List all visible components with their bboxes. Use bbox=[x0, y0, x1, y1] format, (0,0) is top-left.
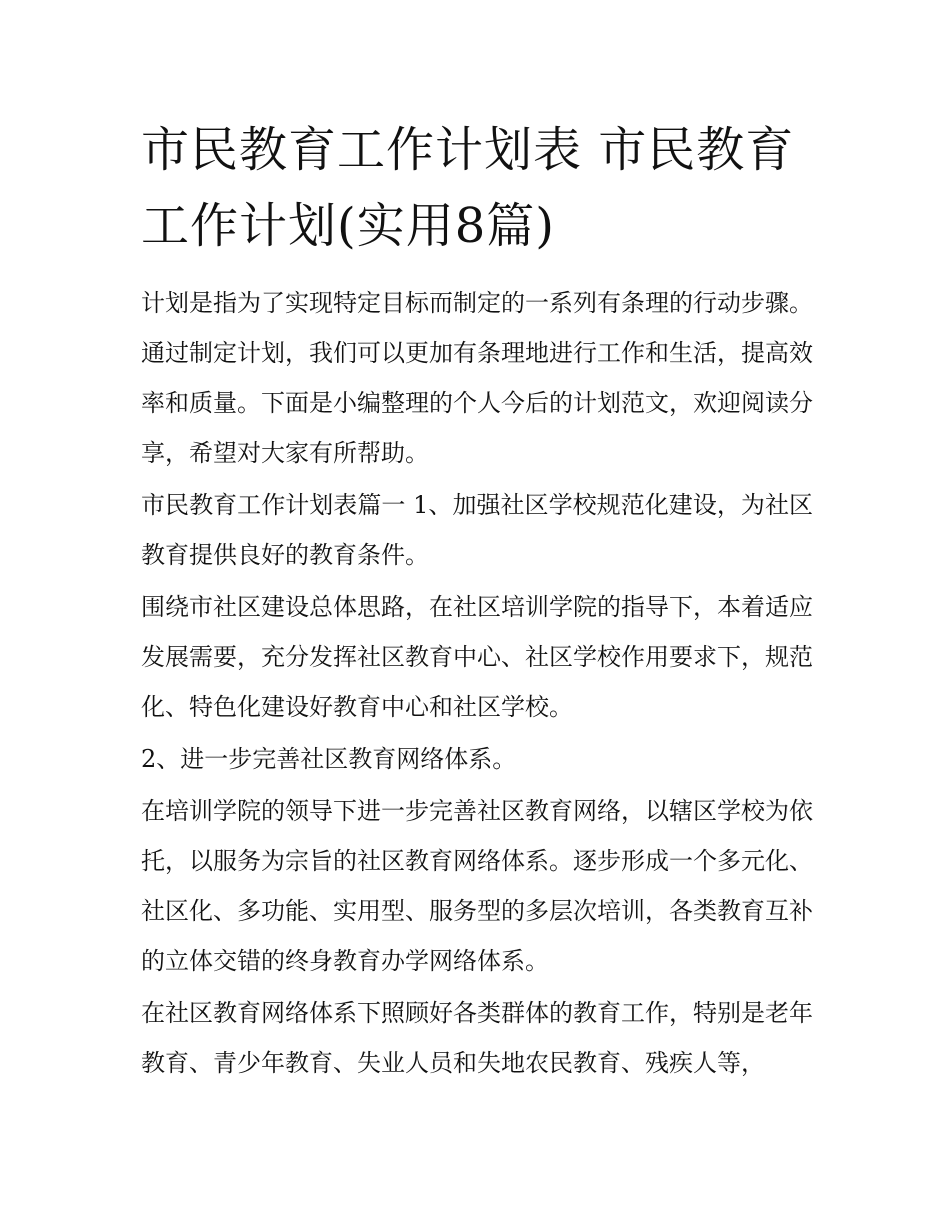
document-body bbox=[141, 278, 813, 1088]
document-page bbox=[141, 112, 813, 1090]
paragraph-groups: 在社区教育网络体系下照顾好各类群体的教育工作，特别是老年教育、青少年教育、失业人员和失地农民教育、残疾人等， bbox=[141, 999, 813, 1077]
document-title: 市民教育工作计划表 市民教育工作计划(实用8篇) bbox=[141, 122, 795, 254]
paragraph-section-one: 市民教育工作计划表篇一 1、加强社区学校规范化建设，为社区教育提供良好的教育条件。 bbox=[141, 491, 813, 569]
paragraph-community-construction: 围绕市社区建设总体思路，在社区培训学院的指导下，本着适应发展需要，充分发挥社区教育中心、社区学校作用要求下，规范化、特色化建设好教育中心和社区学校。 bbox=[141, 593, 813, 721]
paragraph-intro: 计划是指为了实现特定目标而制定的一系列有条理的行动步骤。通过制定计划，我们可以更加有条理地进行工作和生活，提高效率和质量。下面是小编整理的个人今后的计划范文，欢迎阅读分享，希望对大家有所帮助。 bbox=[141, 289, 813, 467]
paragraph-network-system: 在培训学院的领导下进一步完善社区教育网络，以辖区学校为依托，以服务为宗旨的社区教育网络体系。逐步形成一个多元化、社区化、多功能、实用型、服务型的多层次培训，各类教育互补的立体交错的终身教育办学网络体系。 bbox=[141, 797, 813, 975]
paragraph-item-two: 2、进一步完善社区教育网络体系。 bbox=[141, 745, 517, 773]
